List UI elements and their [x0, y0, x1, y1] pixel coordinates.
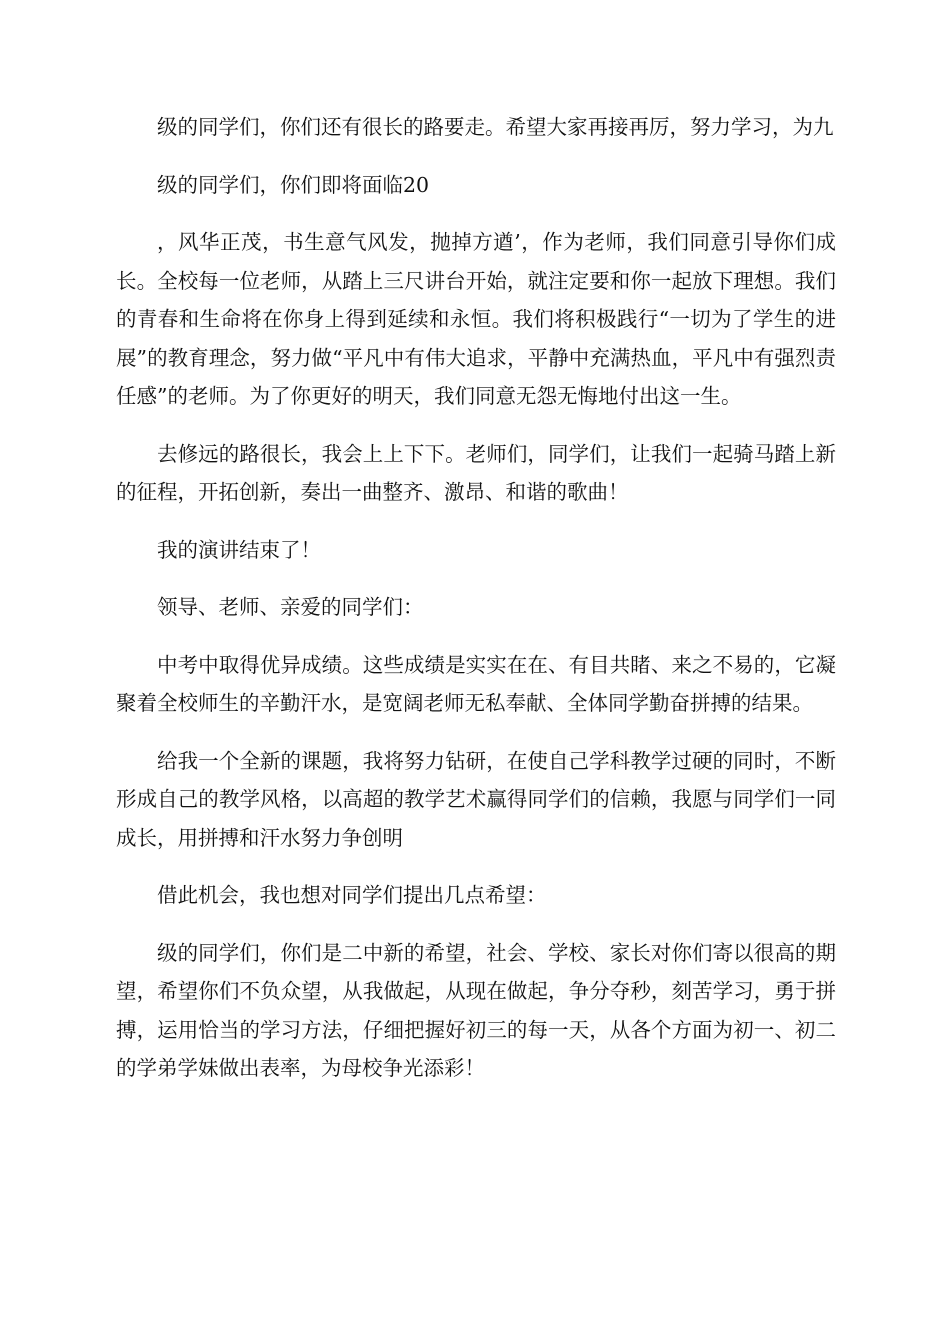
paragraph: 去修远的路很长，我会上上下下。老师们，同学们，让我们一起骑马踏上新的征程，开拓创新，奏出一曲整齐、激昂、和谐的歌曲！: [116, 441, 836, 504]
paragraph: 我的演讲结束了！: [157, 537, 321, 562]
paragraph: 借此机会，我也想对同学们提出几点希望：: [157, 883, 547, 907]
paragraph: 级的同学们，你们即将面临20: [157, 172, 430, 197]
paragraph: 级的同学们，你们是二中新的希望，社会、学校、家长对你们寄以很高的期望，希望你们不负众望，从我做起，从现在做起，争分夺秒，刻苦学习，勇于拼搏，运用恰当的学习方法，仔细把握好初三的每一天，从各个方面为初一、初二的学弟学妹做出表率，为母校争光添彩！: [116, 940, 836, 1080]
paragraph: 级的同学们，你们还有很长的路要走。希望大家再接再厉，努力学习，为九: [157, 115, 834, 139]
paragraph: ，风华正茂，书生意气风发，抛掉方遒’，作为老师，我们同意引导你们成长。全校每一位老师，从踏上三尺讲台开始，就注定要和你一起放下理想。我们的青春和生命将在你身上得到延续和永恒。我们将积极践行“一切为了学生的进展”的教育理念，努力做“平凡中有伟大追求，平静中充满热血，平凡中有强烈责任感”的老师。为了你更好的明天，我们同意无怨无悔地付出这一生。: [116, 230, 836, 408]
paragraph: 给我一个全新的课题，我将努力钻研，在使自己学科教学过硬的同时，不断形成自己的教学风格，以高超的教学艺术赢得同学们的信赖，我愿与同学们一同成长，用拼搏和汗水努力争创明: [116, 748, 836, 850]
document-body: [116, 108, 836, 1107]
paragraph: 中考中取得优异成绩。这些成绩是实实在在、有目共睹、来之不易的，它凝聚着全校师生的辛勤汗水，是宽阔老师无私奉献、全体同学勤奋拼搏的结果。: [116, 652, 836, 715]
paragraph: 领导、老师、亲爱的同学们：: [157, 595, 424, 619]
